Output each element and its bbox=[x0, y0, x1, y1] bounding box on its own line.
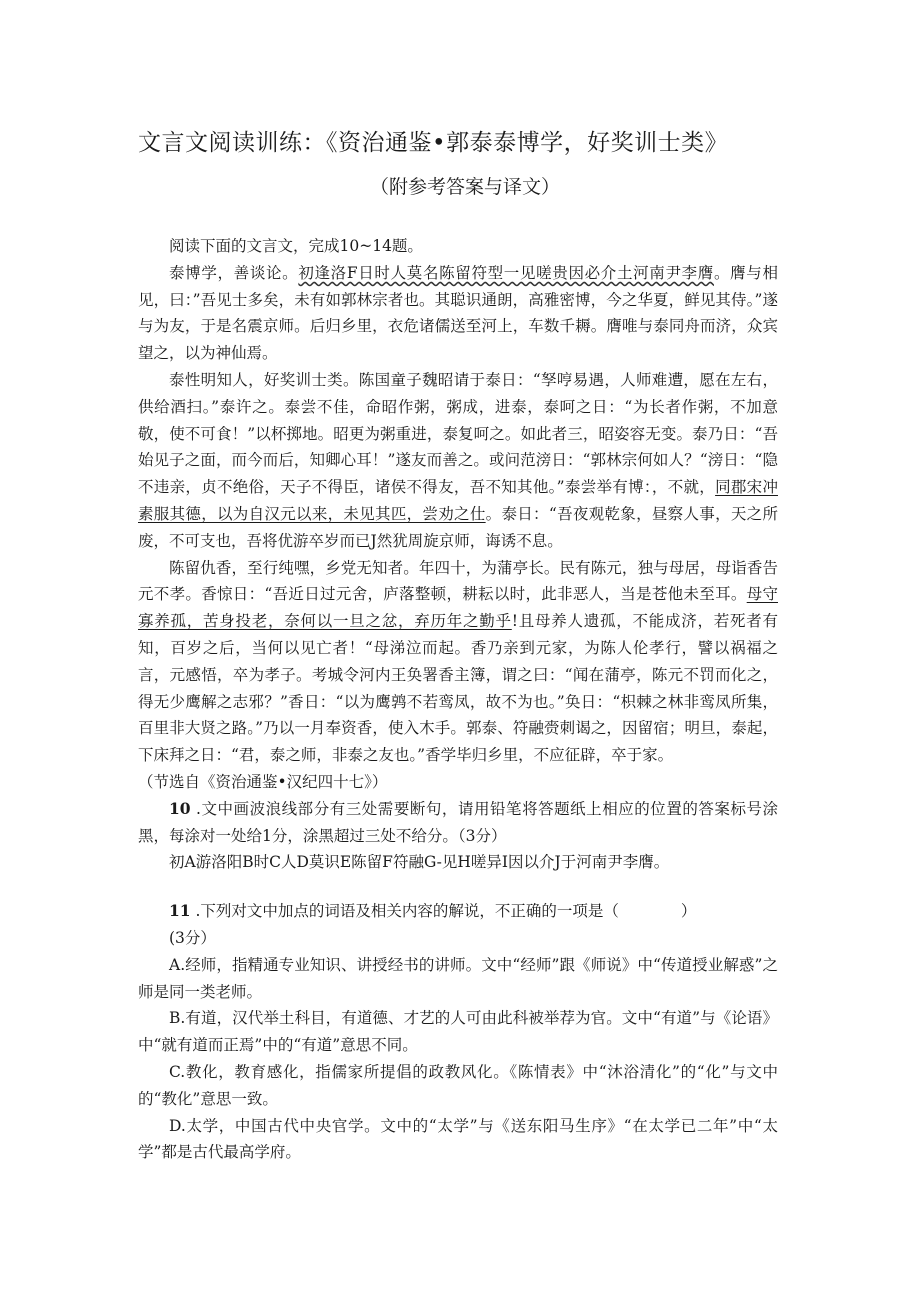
instruction: 阅读下面的文言文，完成10~14题。 bbox=[169, 237, 423, 255]
question-10-options: 初A游洛阳B时C人D莫识E陈留F符融G-见H嗟异I因以介J于河南尹李膺。 bbox=[169, 853, 670, 872]
wavy-underlined-text: 初逢洛F日时人莫名陈留符型一见嗟贵因必介土河南尹李膺 bbox=[298, 263, 714, 282]
p2-text-a: 泰性明知人，好奖训士类。陈国童子魏昭请于泰日：“孥哼易遇，人师难遭，愿在左右，供给酒扫。”泰许之。泰尝不佳，命昭作粥，粥成，进泰，泰呵之日：“为长者作粥，不加意敬，使不可食！”以杯掷地。昭更为粥重进，泰复呵之。如此者三，昭姿容无变。泰乃日：“吾始见子之面，而今而后，知卿心耳！”遂友而善之。或问范滂日：“郭林宗何如人？“滂日：“隐不违亲，贞不绝俗，天子不得臣，诸侯不得友，吾不知其他。”泰尝举有博：，不就， bbox=[138, 370, 778, 497]
p2-text-b: 。泰日：“吾夜观乾象，昼察人事，天之所废，不可支也，吾将优游卒岁而已J然犹周旋京师，诲诱不息。 bbox=[138, 504, 778, 550]
question-10-number: 10 bbox=[169, 798, 191, 818]
question-11-number: 11 bbox=[169, 901, 191, 921]
p3-text-a: 陈留仇香，至行纯嘿，乡党无知者。年四十，为蒲亭长。民有陈元，独与母居，母诣香告元不孝。香惊日：“吾近日过元舍，庐落整顿，耕耘以时，此非恶人，当是苍他未至耳。 bbox=[138, 558, 778, 604]
document-body bbox=[138, 233, 778, 1166]
spacer bbox=[138, 876, 778, 898]
passage-source: （节选自《资治通鉴•汉纪四十七》） bbox=[138, 772, 388, 791]
question-11-score: (3分） bbox=[169, 928, 216, 947]
passage-paragraph-1 bbox=[138, 260, 778, 367]
passage-paragraph-2 bbox=[138, 367, 778, 555]
p1-text-a: 泰博学，善谈论。 bbox=[169, 263, 299, 282]
question-11 bbox=[138, 898, 778, 925]
passage-paragraph-3 bbox=[138, 555, 778, 769]
question-10-text: .文中画波浪线部分有三处需要断句，请用铅笔将答题纸上相应的位置的答案标号涂黑，每涂对一处给1分，涂黑超过三处不给分。（3分） bbox=[138, 799, 778, 845]
option-c: C.教化，教育感化，指儒家所提倡的政教风化。《陈情表》中“沐浴清化”的“化”与文中的“教化”意思一致。 bbox=[138, 1062, 778, 1108]
option-a: A.经师，指精通专业知识、讲授经书的讲师。文中“经师”跟《师说》中“传道授业解惑”之师是同一类老师。 bbox=[138, 955, 778, 1001]
question-11-text: .下列对文中加点的词语及相关内容的解说，不正确的一项是（ ） bbox=[190, 902, 697, 921]
p3-text-b: !且母养人遗孤，不能成济，若死者有知，百岁之后，当何以见亡者！“母涕泣而起。香乃亲到元家，为陈人伦孝行，譬以祸福之言，元感悟，卒为孝子。考城令河内王奂署香主簿，谓之曰：“闻在蒲亭，陈元不罚而化之，得无少鹰解之志邪？”香日：“以为鹰鹑不若鸾凤，故不为也。”奂日：“枳棘之林非鸾凤所集，百里非大贤之路。”乃以一月奉资香，使入木手。郭泰、符融赍刺谒之，因留宿；明旦，泰起，下床拜之日：“君，泰之师，非泰之友也。”香学毕归乡里，不应征辟，卒于家。 bbox=[138, 612, 778, 765]
option-d: D.太学，中国古代中央官学。文中的“太学”与《送东阳马生序》“在太学已二年”中“太学”都是古代最高学府。 bbox=[138, 1116, 778, 1162]
document-subtitle: （附参考答案与译文） bbox=[370, 176, 561, 198]
underlined-sentence-2: 母守寡养孤，苦身投老，奈何以一旦之忿，弃历年之勤乎 bbox=[138, 585, 778, 631]
underlined-sentence-1: 同郡宋冲素服其德，以为自汉元以来，未见其匹，尝劝之仕 bbox=[138, 478, 778, 523]
option-b: B.有道，汉代举土科目，有道德、才艺的人可由此科被举荐为官。文中“有道”与《论语》中“就有道而正焉”中的“有道”意思不同。 bbox=[138, 1009, 778, 1055]
question-10 bbox=[138, 796, 778, 850]
document-title: 文言文阅读训练：《资治通鉴•郭泰泰博学，好奖训士类》 bbox=[138, 130, 729, 156]
p1-text-b: 。膺与相见，曰：”吾见士多矣，未有如郭林宗者也。其聪识通朗，高雅密博，今之华夏，鲜见其侍。”遂与为友，于是名震京师。后归乡里，衣危诸儒送至河上，车数千耨。膺唯与泰同舟而济，众宾望之，以为神仙焉。 bbox=[138, 263, 778, 363]
